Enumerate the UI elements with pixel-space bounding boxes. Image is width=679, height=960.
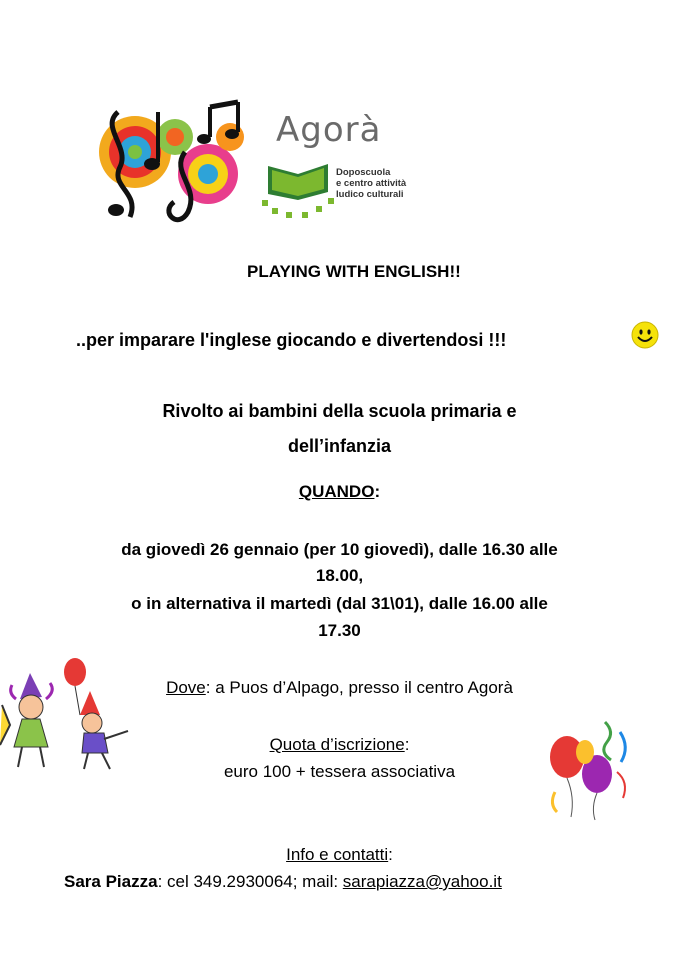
when-line-4: 17.30 [318,621,361,640]
contact-email-link[interactable]: sarapiazza@yahoo.it [342,872,502,891]
target-line-1: Rivolto ai bambini della scuola primaria e [162,401,517,421]
contacts-label: Info e contatti [286,845,389,864]
when-line-1: da giovedì 26 gennaio (per 10 giovedì), dalle 16.30 alle [121,540,558,559]
tagline: ..per imparare l'inglese giocando e divertendosi !!! [76,330,507,350]
agora-logo [258,110,438,220]
contacts-line [64,872,502,892]
contacts-heading [0,845,679,865]
party-kids-illustration [0,655,135,775]
page-title: PLAYING WITH ENGLISH!! [247,262,461,281]
balloons-illustration [545,712,635,822]
music-notes-logo [90,92,250,232]
where-line [0,678,679,698]
when-line-2: 18.00, [315,566,364,585]
when-line-3: o in alternativa il martedì (dal 31\01), dalle 16.00 alle [131,594,548,613]
smiley-icon [631,321,659,349]
agora-book-icon [258,156,338,218]
when-heading [0,482,679,502]
agora-subtitle-line-1: Doposcuola [336,167,391,178]
agora-subtitle-line-3: ludico culturali [336,189,404,200]
contact-name: Sara Piazza [64,872,158,891]
where-label: Dove [166,678,206,697]
agora-subtitle [336,167,406,200]
agora-logo-name: Agorà [276,110,382,150]
fee-text: euro 100 + tessera associativa [223,762,456,781]
agora-subtitle-line-2: e centro attività [336,178,407,189]
when-heading-colon: : [374,482,381,501]
contacts-colon: : [388,845,393,864]
where-text: : a Puos d’Alpago, presso il centro Agorà [205,678,513,697]
fee-label: Quota d’iscrizione [269,735,405,754]
when-heading-label: QUANDO [298,482,375,501]
target-line-2: dell’infanzia [287,436,392,456]
fee-colon: : [404,735,410,754]
contact-details: : cel 349.2930064; mail: [157,872,343,891]
